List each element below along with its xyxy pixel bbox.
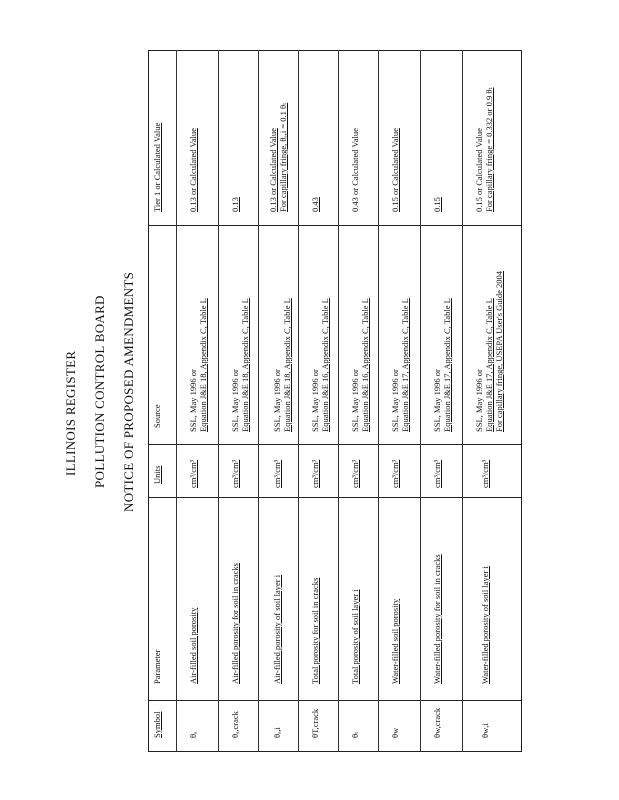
row-6-parameter: Water-filled soil porosity xyxy=(390,598,400,684)
row-8-units: cm³/cm³ xyxy=(480,459,490,488)
row-1-value: 0.13 or Calculated Value xyxy=(188,128,198,212)
row-2-units: cm³/cm³ xyxy=(230,459,240,488)
row-3-value: 0.13 or Calculated Value For capillary fringe, θₐ,i = 0.1 θₜ xyxy=(268,102,288,212)
col-header-source: Source xyxy=(152,404,162,428)
row-divider xyxy=(462,50,463,752)
row-2-parameter: Air-filled porosity for soil in cracks xyxy=(230,563,240,684)
col-header-parameter: Parameter xyxy=(152,649,162,684)
row-3-parameter: Air-filled porosity of soil layer i xyxy=(272,574,282,684)
row-5-symbol: θₜ xyxy=(350,731,360,738)
row-divider xyxy=(298,50,299,752)
row-4-symbol: θT,crack xyxy=(310,708,320,738)
row-8-parameter: Water-filled porosity of soil layer i xyxy=(480,566,490,684)
row-divider xyxy=(420,50,421,752)
row-7-parameter: Water-filled porosity for soil in cracks xyxy=(432,554,442,684)
row-3-source: SSL, May 1996 or Equation J&E 18, Appendix C, Table L xyxy=(272,298,292,432)
notice-title: NOTICE OF PROPOSED AMENDMENTS xyxy=(121,271,136,512)
row-4-units: cm³/cm³ xyxy=(310,459,320,488)
row-6-units: cm³/cm³ xyxy=(390,459,400,488)
row-6-value: 0.15 or Calculated Value xyxy=(390,128,400,212)
row-6-symbol: θᴡ xyxy=(390,727,400,738)
row-5-source: SSL, May 1996 or Equation J&E 16, Appendix C, Table L xyxy=(350,298,370,432)
row-7-units: cm³/cm³ xyxy=(432,459,442,488)
row-7-value: 0.15 xyxy=(432,197,442,212)
row-1-parameter: Air-filled soil porosity xyxy=(188,607,198,684)
row-8-value: 0.15 or Calculated Value For capillary fringe = 0.332 or 0.9 θₜ xyxy=(474,87,494,212)
row-divider xyxy=(378,50,379,752)
row-divider xyxy=(338,50,339,752)
board-title: POLLUTION CONTROL BOARD xyxy=(92,295,107,488)
row-divider xyxy=(258,50,259,752)
row-5-units: cm³/cm³ xyxy=(350,459,360,488)
row-8-symbol: θᴡ,i xyxy=(480,723,490,738)
row-7-source: SSL, May 1996 or Equation J&E 17, Appendix C, Table L xyxy=(432,298,452,432)
row-2-value: 0.13 xyxy=(230,197,240,212)
row-1-symbol: θₐ xyxy=(188,731,198,738)
row-1-units: cm³/cm³ xyxy=(188,459,198,488)
row-3-symbol: θₐ,i xyxy=(272,727,282,738)
row-4-parameter: Total porosity for soil in cracks xyxy=(310,577,320,684)
row-3-units: cm³/cm³ xyxy=(272,459,282,488)
row-5-value: 0.43 or Calculated Value xyxy=(350,128,360,212)
row-4-value: 0.43 xyxy=(310,197,320,212)
row-5-parameter: Total porosity of soil layer i xyxy=(350,589,360,684)
col-header-units: Units xyxy=(152,465,162,484)
register-title: ILLINOIS REGISTER xyxy=(63,350,78,476)
col-header-symbol: Symbol xyxy=(152,711,162,738)
row-4-source: SSL, May 1996 or Equation J&E 16, Appendix C, Table L xyxy=(310,298,330,432)
row-6-source: SSL, May 1996 or Equation J&E 17, Appendix C, Table L xyxy=(390,298,410,432)
col-header-value: Tier 1 or Calculated Value xyxy=(152,122,162,212)
row-2-symbol: θₐ,crack xyxy=(230,711,240,738)
row-1-source: SSL, May 1996 or Equation J&E 18, Appendix C, Table L xyxy=(188,298,208,432)
row-2-source: SSL, May 1996 or Equation J&E 18, Appendix C, Table L xyxy=(230,298,250,432)
row-7-symbol: θw,crack xyxy=(432,707,442,738)
row-divider xyxy=(218,50,219,752)
row-8-source: SSL, May 1996 or Equation J&E 17, Appendix C, Table L For capillary fringe, USEPA User's Guide 2004 xyxy=(474,270,504,432)
row-divider xyxy=(176,50,177,752)
